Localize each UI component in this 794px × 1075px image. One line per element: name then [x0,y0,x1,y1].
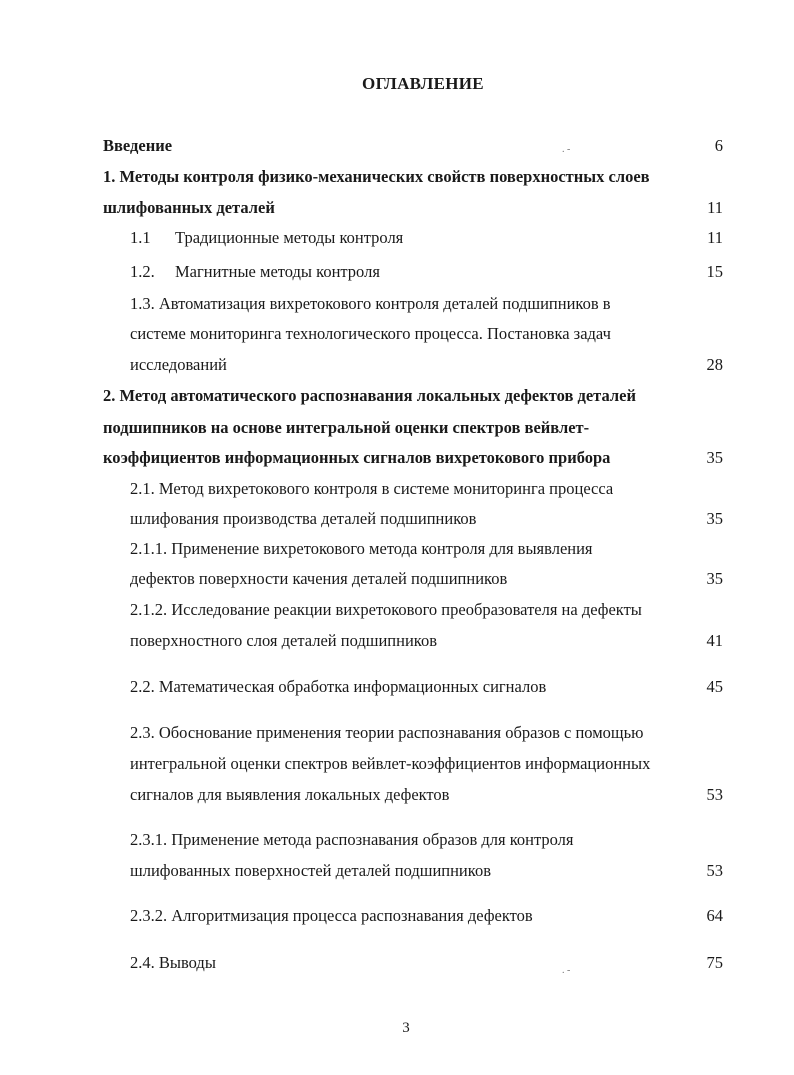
toc-page-2-3: 53 [706,785,723,804]
toc-entry-ch1-line1: 1. Методы контроля физико-механических свойств поверхностных слоев [103,167,650,186]
toc-page-intro: 6 [714,136,723,155]
toc-page-2-3-2: 64 [706,906,723,925]
toc-entry-2-1-2-line2: поверхностного слоя деталей подшипников [130,631,437,650]
toc-page-2-1-1: 35 [706,569,723,588]
toc-entry-1-3-line1: 1.3. Автоматизация вихретокового контроля деталей подшипников в [130,294,611,313]
toc-page-2-2: 45 [706,677,723,696]
scan-speck: . - [562,965,571,976]
toc-entry-1-3-line3: исследований [130,355,227,374]
toc-entry-2-3-1-line2: шлифованных поверхностей деталей подшипников [130,861,491,880]
scan-speck: . - [562,144,571,155]
toc-entry-ch2-line2: подшипников на основе интегральной оценки спектров вейвлет- [103,418,590,437]
toc-entry-2-1-1-line2: дефектов поверхности качения деталей подшипников [130,569,508,588]
toc-entry-ch2-line1: 2. Метод автоматического распознавания локальных дефектов деталей [103,386,636,405]
toc-page-ch2: 35 [706,448,723,467]
toc-entry-2-3-line1: 2.3. Обоснование применения теории распознавания образов с помощью [130,723,644,742]
toc-entry-2-1-1-line1: 2.1.1. Применение вихретокового метода контроля для выявления [130,539,593,558]
toc-entry-2-4: 2.4. Выводы [130,953,216,972]
toc-entry-1-1: Традиционные методы контроля [175,228,404,247]
toc-entry-ch1-line2: шлифованных деталей [103,198,275,217]
toc-page-2-1-2: 41 [706,631,723,650]
toc-entry-2-2: 2.2. Математическая обработка информационных сигналов [130,677,547,696]
toc-page-2-3-1: 53 [706,861,723,880]
toc-entry-2-3-2: 2.3.2. Алгоритмизация процесса распознавания дефектов [130,906,533,925]
toc-entry-1-2-num: 1.2. [130,262,155,281]
toc-entry-2-1-line1: 2.1. Метод вихретокового контроля в системе мониторинга процесса [130,479,614,498]
toc-entry-2-1-line2: шлифования производства деталей подшипников [130,509,477,528]
toc-page-1-3: 28 [706,355,723,374]
toc-entry-ch2-line3: коэффициентов информационных сигналов вихретокового прибора [103,448,611,467]
toc-entry-1-3-line2: системе мониторинга технологического процесса. Постановка задач [130,324,611,343]
toc-page-2-4: 75 [706,953,723,972]
page-number: 3 [402,1020,410,1036]
toc-entry-1-2: Магнитные методы контроля [175,262,380,281]
toc-entry-2-3-line2: интегральной оценки спектров вейвлет-коэффициентов информационных [130,754,651,773]
toc-page-1-2: 15 [706,262,723,281]
toc-entry-2-3-1-line1: 2.3.1. Применение метода распознавания образов для контроля [130,830,574,849]
toc-entry-1-1-num: 1.1 [130,228,151,247]
toc-page-1-1: 11 [707,228,723,247]
toc-entry-2-1-2-line1: 2.1.2. Исследование реакции вихретокового преобразователя на дефекты [130,600,642,619]
toc-entry-2-3-line3: сигналов для выявления локальных дефектов [130,785,450,804]
toc-page-ch1: 11 [707,198,723,217]
toc-title: ОГЛАВЛЕНИЕ [362,74,484,93]
toc-page-2-1: 35 [706,509,723,528]
toc-entry-intro: Введение [103,136,173,155]
